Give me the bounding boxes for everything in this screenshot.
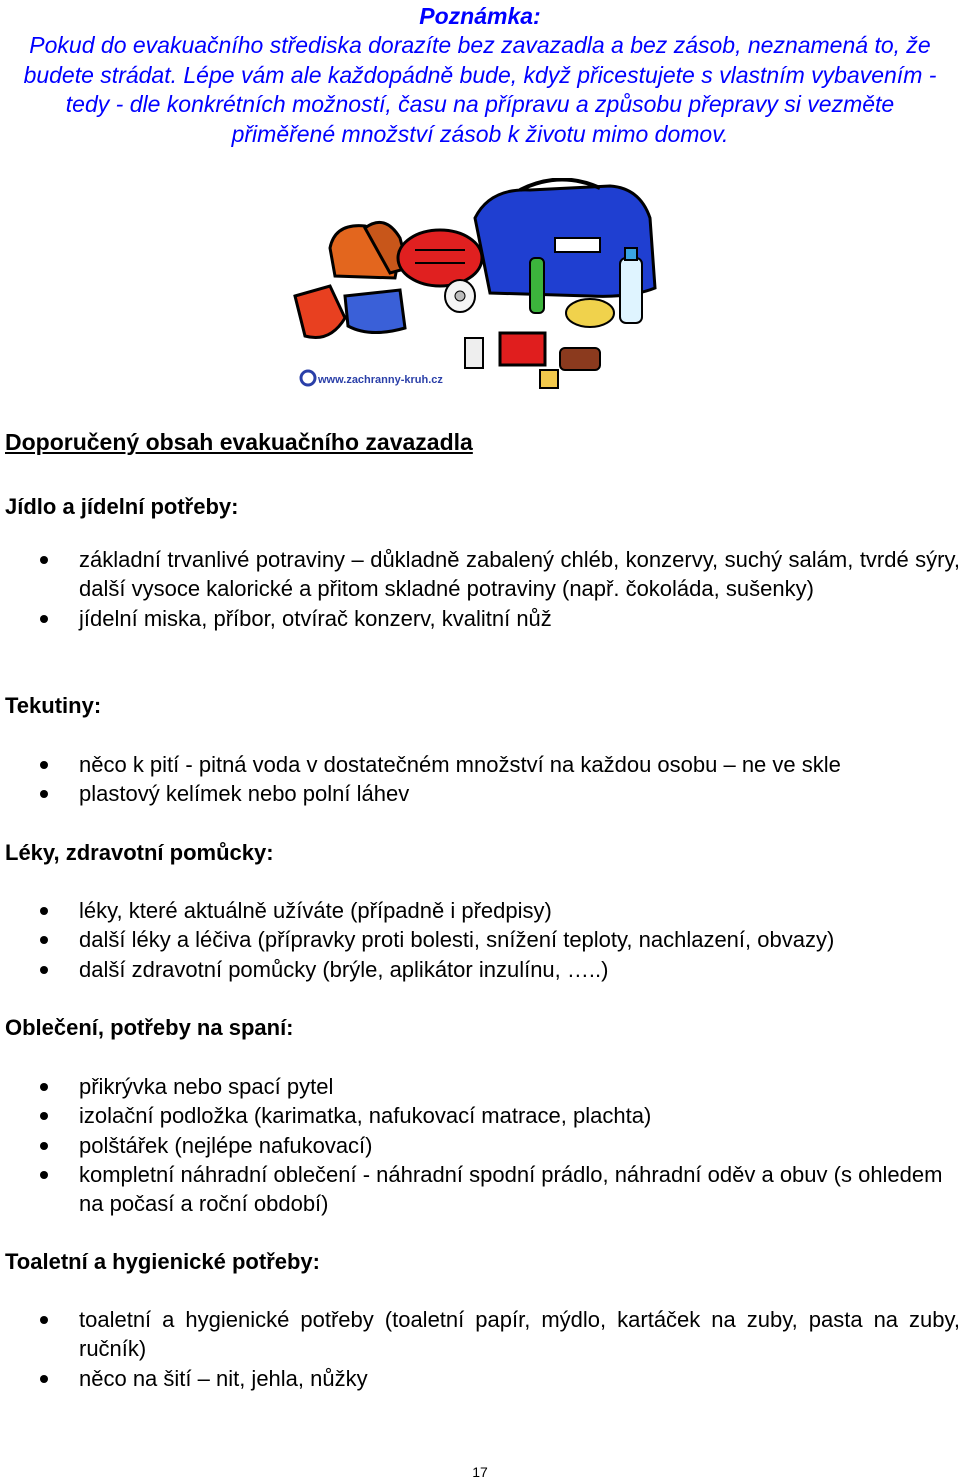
section-title: Jídlo a jídelní potřeby: <box>5 494 239 519</box>
list-item-text: kompletní náhradní oblečení - náhradní spodní prádlo, náhradní oděv a obuv (s ohledem na počasí a roční období) <box>79 1161 943 1217</box>
list-item <box>0 1101 960 1130</box>
flashlight-icon <box>530 258 544 313</box>
list-item-text: jídelní miska, příbor, otvírač konzerv, kvalitní nůž <box>79 605 552 631</box>
section-title: Toaletní a hygienické potřeby: <box>5 1249 320 1274</box>
section-list <box>0 545 960 633</box>
list-item-text: léky, které aktuálně užíváte (případně i předpisy) <box>79 898 552 923</box>
list-item-text: něco k pití - pitná voda v dostatečném množství na každou osobu – ne ve skle <box>79 752 841 777</box>
list-item <box>0 779 960 808</box>
list-item-text: toaletní a hygienické potřeby (toaletní papír, mýdlo, kartáček na zuby, pasta na zuby, ručník) <box>79 1307 960 1362</box>
bullet-icon <box>40 761 48 769</box>
section-list <box>0 1072 960 1218</box>
bullet-icon <box>40 966 48 974</box>
first-aid-kit-icon <box>500 333 545 365</box>
list-item-text: přikrývka nebo spací pytel <box>79 1074 334 1099</box>
bullet-icon <box>40 790 48 798</box>
section-title: Oblečení, potřeby na spaní: <box>5 1015 294 1040</box>
bullet-icon <box>40 1316 48 1324</box>
bullet-icon <box>40 1083 48 1091</box>
document-heading: Doporučený obsah evakuačního zavazadla <box>5 429 473 455</box>
note-title: Poznámka: <box>419 3 541 29</box>
page-number: 17 <box>472 1464 488 1480</box>
section-list <box>0 896 960 984</box>
list-item <box>0 1072 960 1101</box>
list-item <box>0 1305 960 1364</box>
pills-icon <box>465 338 483 368</box>
list-item <box>0 750 960 779</box>
section-title: Léky, zdravotní pomůcky: <box>5 840 274 865</box>
list-item <box>0 1131 960 1160</box>
list-item-text: něco na šití – nit, jehla, nůžky <box>79 1365 368 1391</box>
bullet-icon <box>40 556 48 564</box>
list-item <box>0 604 960 633</box>
list-item <box>0 955 960 984</box>
list-item-text: polštářek (nejlépe nafukovací) <box>79 1132 373 1158</box>
bullet-icon <box>40 936 48 944</box>
sleeping-bag-icon <box>398 230 482 286</box>
water-bottle-icon <box>620 258 642 323</box>
wallet-icon <box>560 348 600 370</box>
list-item-text: základní trvanlivé potraviny – důkladně zabalený chléb, konzervy, suchý salám, tvrdé sýry, další vysoce kalorické a přitom skladné potraviny (např. čokoláda, sušenky) <box>79 547 960 602</box>
list-item <box>0 1364 960 1393</box>
bowl-icon <box>566 299 614 327</box>
section-list <box>0 1305 960 1393</box>
bullet-icon <box>40 907 48 915</box>
note-text: Pokud do evakuačního střediska dorazíte bez zavazadla a bez zásob, neznamená to, že budete strádat. Lépe vám ale každopádně bude, když přicestujete s vlastním vybavením - tedy - dle konkrétních možností, času na přípravu a způsobu přepravy si vezměte přiměřené množství zásob k životu mimo domov. <box>23 32 937 147</box>
list-item <box>0 1160 960 1219</box>
list-item-text: plastový kelímek nebo polní láhev <box>79 781 410 807</box>
list-item <box>0 925 960 954</box>
section-title: Tekutiny: <box>5 693 102 718</box>
bullet-icon <box>40 1142 48 1150</box>
list-item-text: izolační podložka (karimatka, nafukovací matrace, plachta) <box>79 1103 652 1129</box>
evacuation-luggage-illustration <box>290 178 670 396</box>
list-item <box>0 896 960 925</box>
bullet-icon <box>40 615 48 623</box>
clothes-icon <box>295 286 345 338</box>
illustration-watermark: www.zachranny-kruh.cz <box>318 374 443 386</box>
list-item-text: další zdravotní pomůcky (brýle, aplikátor inzulínu, …..) <box>79 956 609 982</box>
list-item <box>0 545 960 604</box>
bullet-icon <box>40 1375 48 1383</box>
list-item-text: další léky a léčiva (přípravky proti bolesti, snížení teploty, nachlazení, obvazy) <box>79 927 835 953</box>
bullet-icon <box>40 1171 48 1179</box>
bullet-icon <box>40 1112 48 1120</box>
section-list <box>0 750 960 809</box>
